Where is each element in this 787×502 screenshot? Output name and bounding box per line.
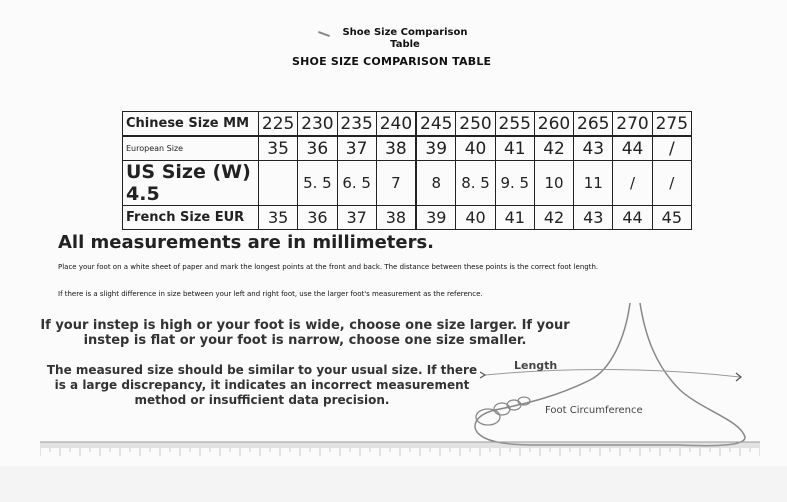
measuring-ruler: [40, 441, 760, 465]
table-cell: 8: [416, 161, 456, 206]
table-row: [123, 136, 692, 161]
table-cell: 10: [534, 161, 573, 206]
small-title: [340, 27, 470, 51]
table-cell: 44: [613, 206, 652, 230]
table-cell: 39: [416, 206, 456, 230]
table-cell: 37: [337, 136, 376, 161]
arrow-left-icon: [480, 372, 485, 378]
table-cell: 245: [416, 112, 456, 137]
foot-outline: [475, 303, 745, 446]
table-cell: 38: [376, 136, 416, 161]
row-header: US Size (W) 4.5: [123, 161, 259, 206]
table-cell: 41: [495, 136, 534, 161]
table-cell: 240: [376, 112, 416, 137]
table-row: [123, 112, 692, 137]
table-cell: 42: [534, 136, 573, 161]
table-cell: 235: [337, 112, 376, 137]
measure-instruction: Place your foot on a white sheet of paper and mark the longest points at the front and back. The distance between these points is the correct foot length.: [58, 263, 599, 271]
row-header: European Size: [123, 136, 259, 161]
table-cell: 35: [259, 206, 298, 230]
table-cell: 250: [456, 112, 495, 137]
table-cell: 44: [613, 136, 652, 161]
table-cell: /: [652, 136, 691, 161]
circumference-label: Foot Circumference: [545, 405, 643, 416]
table-row: [123, 161, 692, 206]
table-cell: 35: [259, 136, 298, 161]
footer-strip: [0, 466, 787, 502]
instep-advice: If your instep is high or your foot is wide, choose one size larger. If your instep is flat or your foot is narrow, choose one size smaller.: [40, 318, 570, 348]
table-cell: 275: [652, 112, 691, 137]
table-cell: 45: [652, 206, 691, 230]
table-cell: 8. 5: [456, 161, 495, 206]
table-cell: 37: [337, 206, 376, 230]
left-right-note: If there is a slight difference in size between your left and right foot, use the larger foot's measurement as the reference.: [58, 290, 483, 298]
page-title: SHOE SIZE COMPARISON TABLE: [292, 55, 492, 68]
units-note: All measurements are in millimeters.: [58, 232, 435, 253]
table-cell: 270: [613, 112, 652, 137]
ruler-ticks: [40, 442, 760, 456]
length-label: Length: [514, 359, 558, 372]
small-title-line1: Shoe Size Comparison: [342, 27, 468, 38]
accuracy-advice: The measured size should be similar to your usual size. If there is a large discrepancy, it indicates an incorrect measurement method or insufficient data precision.: [46, 363, 478, 407]
table-cell: 43: [574, 206, 613, 230]
table-cell: 255: [495, 112, 534, 137]
table-cell: 40: [456, 136, 495, 161]
table-cell: 9. 5: [495, 161, 534, 206]
table-cell: [259, 161, 298, 206]
table-cell: 41: [495, 206, 534, 230]
table-cell: 6. 5: [337, 161, 376, 206]
table-cell: 36: [298, 206, 337, 230]
title-decoration-icon: [318, 31, 330, 37]
table-row: [123, 206, 692, 230]
table-cell: /: [652, 161, 691, 206]
table-cell: 36: [298, 136, 337, 161]
table-cell: 225: [259, 112, 298, 137]
table-cell: 43: [574, 136, 613, 161]
table-cell: 40: [456, 206, 495, 230]
row-header: Chinese Size MM: [123, 112, 259, 137]
size-comparison-table: [122, 111, 692, 230]
foot-diagram: [440, 295, 760, 455]
table-cell: 5. 5: [298, 161, 337, 206]
table-cell: 7: [376, 161, 416, 206]
table-cell: 230: [298, 112, 337, 137]
table-cell: 265: [574, 112, 613, 137]
table-cell: 38: [376, 206, 416, 230]
table-cell: 39: [416, 136, 456, 161]
small-title-line2: Table: [390, 39, 420, 50]
table-cell: /: [613, 161, 652, 206]
row-header: French Size EUR: [123, 206, 259, 230]
table-cell: 260: [534, 112, 573, 137]
table-cell: 42: [534, 206, 573, 230]
table-cell: 11: [574, 161, 613, 206]
